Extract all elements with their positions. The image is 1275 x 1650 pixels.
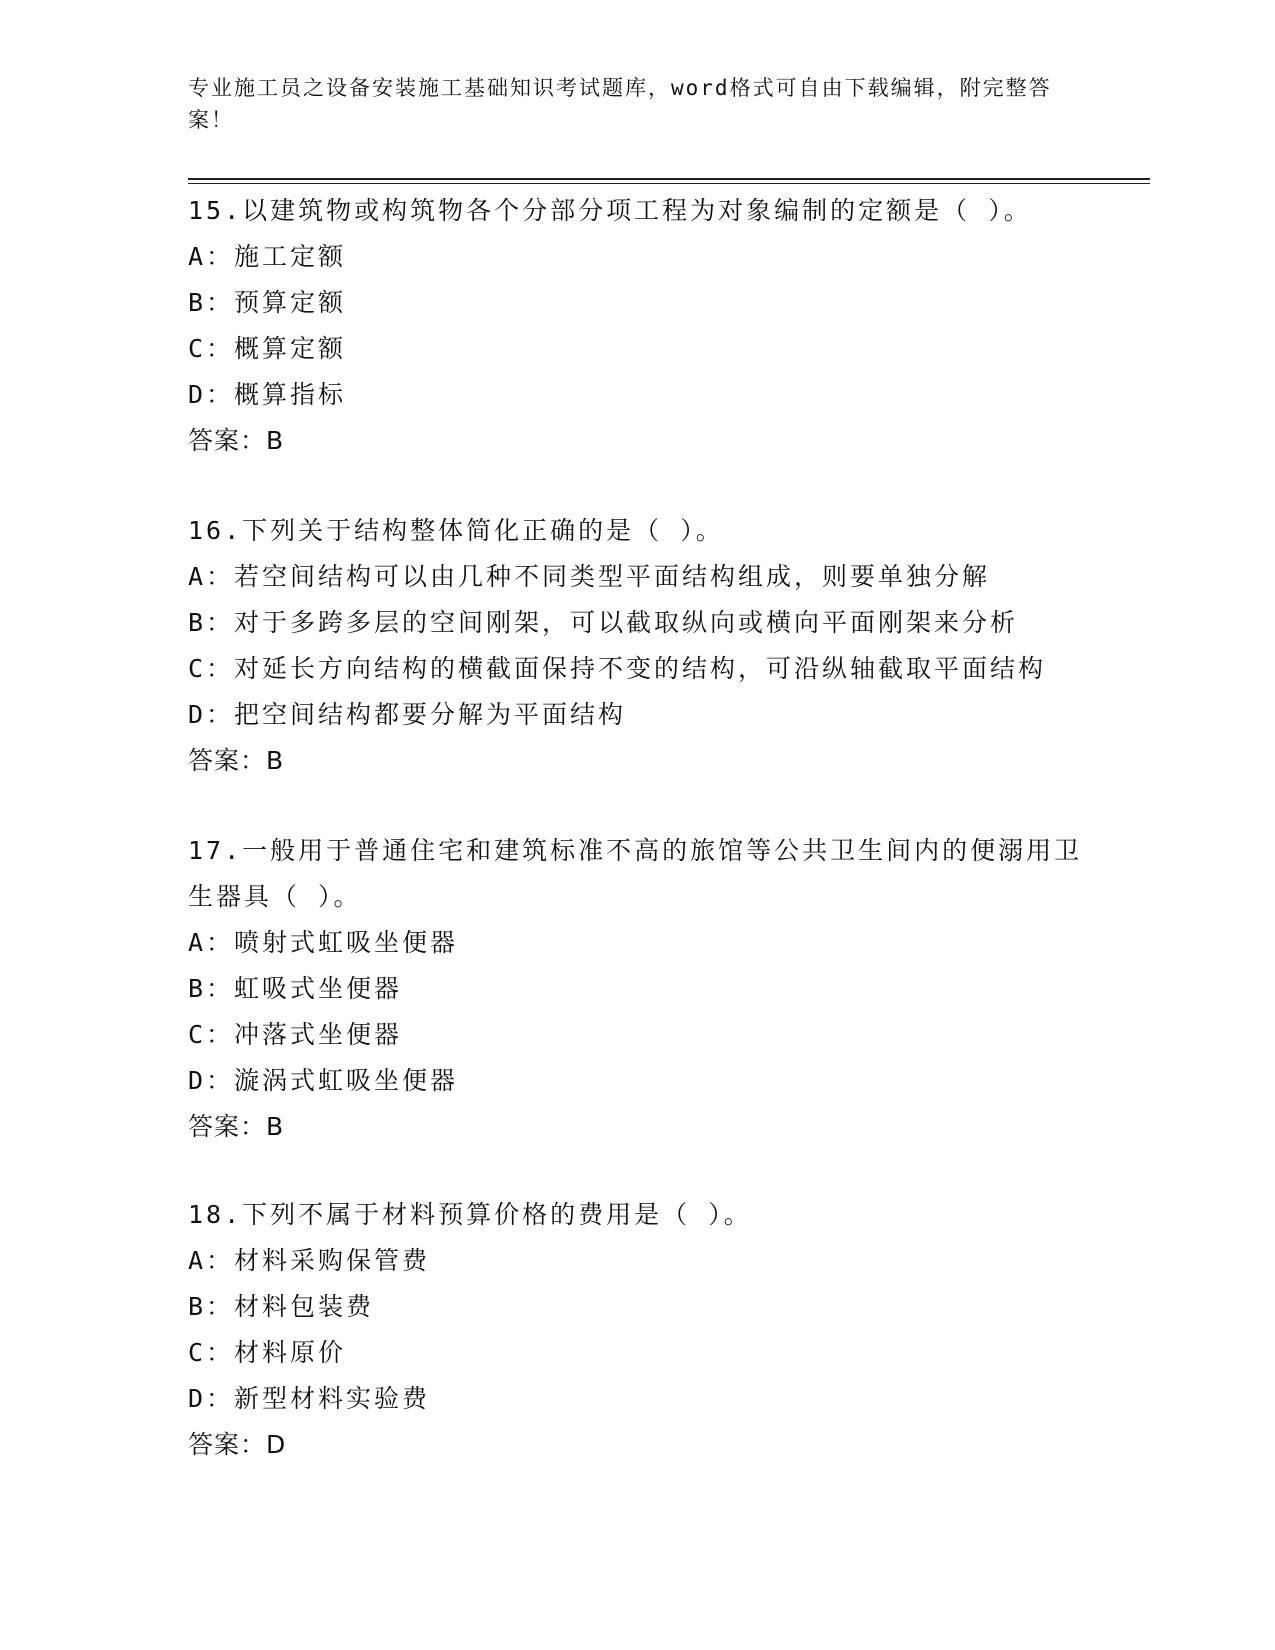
question-17 [188, 828, 1088, 1150]
header-divider-thick [188, 178, 1150, 180]
option-c: C：材料原价 [188, 1338, 347, 1367]
option-a: A：材料采购保管费 [188, 1246, 431, 1275]
option-b: B：虹吸式坐便器 [188, 974, 403, 1003]
question-18 [188, 1192, 1088, 1468]
question-title: 18.下列不属于材料预算价格的费用是（ ）。 [188, 1200, 752, 1229]
question-title: 15.以建筑物或构筑物各个分部分项工程为对象编制的定额是（ ）。 [188, 196, 1032, 225]
header-divider-thin [188, 183, 1150, 184]
option-b: B：对于多跨多层的空间刚架，可以截取纵向或横向平面刚架来分析 [188, 608, 1019, 637]
option-c: C：冲落式坐便器 [188, 1020, 403, 1049]
option-b: B：材料包装费 [188, 1292, 375, 1321]
option-a: A：若空间结构可以由几种不同类型平面结构组成，则要单独分解 [188, 562, 991, 591]
answer-line: 答案：B [188, 1112, 285, 1141]
question-15 [188, 188, 1088, 464]
option-d: D：漩涡式虹吸坐便器 [188, 1066, 459, 1095]
option-c: C：对延长方向结构的横截面保持不变的结构，可沿纵轴截取平面结构 [188, 654, 1047, 683]
option-d: D：新型材料实验费 [188, 1384, 431, 1413]
document-header: 专业施工员之设备安装施工基础知识考试题库，word格式可自由下载编辑，附完整答案！ [188, 76, 1052, 132]
question-title: 16.下列关于结构整体简化正确的是（ ）。 [188, 516, 724, 545]
option-c: C：概算定额 [188, 334, 347, 363]
question-16 [188, 508, 1088, 784]
answer-line: 答案：B [188, 746, 285, 775]
question-title: 17.一般用于普通住宅和建筑标准不高的旅馆等公共卫生间内的便溺用卫生器具（ ）。 [188, 836, 1083, 911]
option-d: D：把空间结构都要分解为平面结构 [188, 700, 627, 729]
answer-line: 答案：B [188, 426, 285, 455]
option-b: B：预算定额 [188, 288, 347, 317]
answer-line: 答案：D [188, 1430, 287, 1459]
option-a: A：喷射式虹吸坐便器 [188, 928, 459, 957]
option-a: A：施工定额 [188, 242, 347, 271]
option-d: D：概算指标 [188, 380, 347, 409]
